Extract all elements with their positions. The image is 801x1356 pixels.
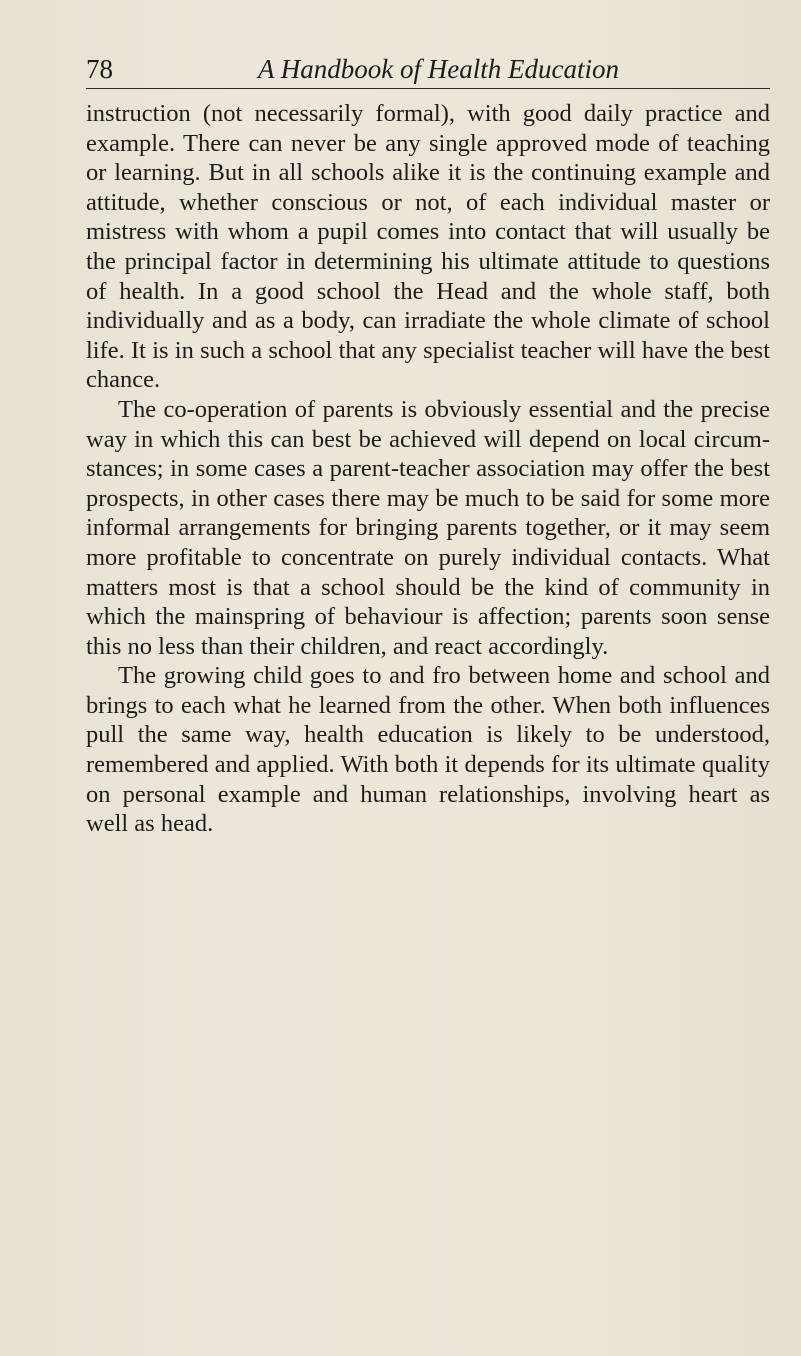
page-header	[86, 52, 770, 89]
paragraph-parents: The co-operation of parents is obviously essential and the precise way in which this can best be achieved will depend on local circum-stances; in some cases a parent-teacher association may offer the best prospects, in other cases there may be much to be said for some more informal arrangements for bringing parents together, or it may seem more profitable to concentrate on purely individual contacts. What matters most is that a school should be the kind of community in which the mainspring of behaviour is affection; parents soon sense this no less than their children, and react accordingly.	[86, 395, 770, 660]
running-title: A Handbook of Health Education	[258, 54, 619, 84]
body-text	[86, 99, 770, 839]
page-number: 78	[86, 54, 113, 84]
paragraph-home-and-school: The growing child goes to and fro between home and school and brings to each what he learned from the other. When both influences pull the same way, health education is likely to be understood, remembered and applied. With both it depends for its ultimate quality on personal example and human relationships, involving heart as well as head.	[86, 662, 770, 838]
paragraph-continued: instruction (not necessarily formal), with good daily practice and example. There can never be any single approved mode of teaching or learning. But in all schools alike it is the continuing example and attitude, whether conscious or not, of each individual master or mistress with whom a pupil comes into contact that will usually be the principal factor in determining his ultimate attitude to questions of health. In a good school the Head and the whole staff, both individually and as a body, can irradiate the whole climate of school life. It is in such a school that any specialist teacher will have the best chance.	[86, 100, 770, 394]
